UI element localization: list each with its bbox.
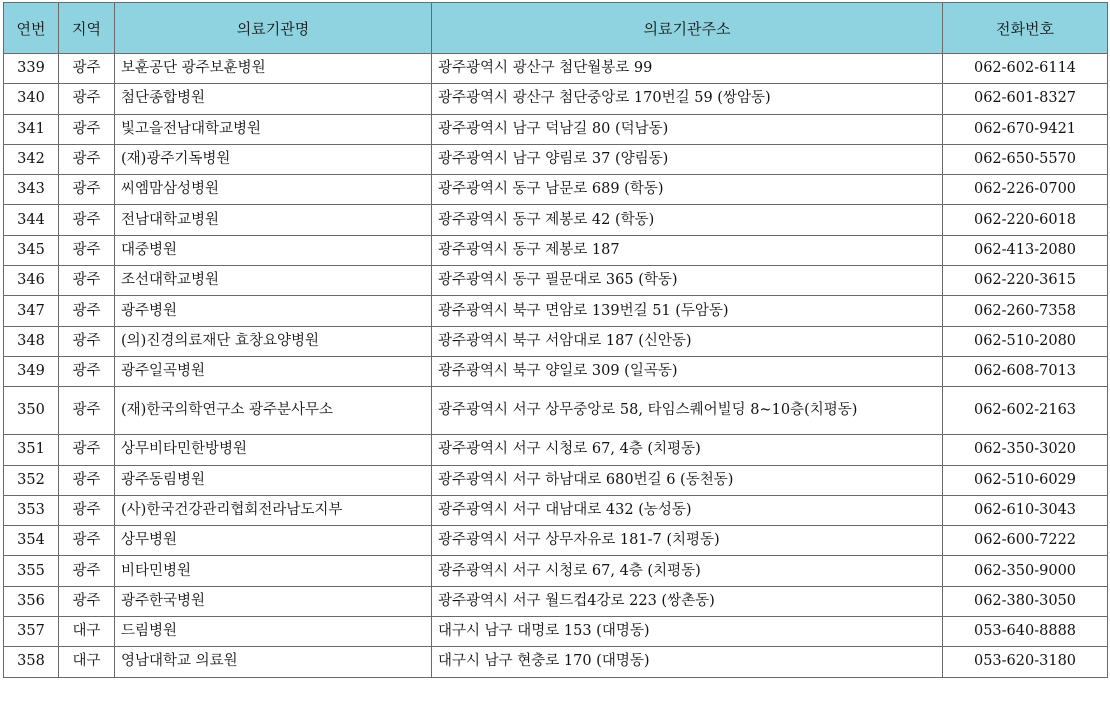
cell-no: 356 [4, 586, 59, 616]
cell-address: 광주광역시 남구 덕남길 80 (덕남동) [432, 114, 943, 144]
cell-region: 광주 [59, 266, 115, 296]
cell-name: 광주병원 [115, 296, 432, 326]
cell-address: 광주광역시 동구 제봉로 187 [432, 235, 943, 265]
cell-no: 350 [4, 387, 59, 435]
cell-no: 349 [4, 356, 59, 386]
table-row [4, 175, 1108, 205]
cell-region: 광주 [59, 235, 115, 265]
table-row [4, 144, 1108, 174]
cell-region: 광주 [59, 175, 115, 205]
cell-name: 빛고을전남대학교병원 [115, 114, 432, 144]
cell-phone: 062-608-7013 [943, 356, 1108, 386]
cell-name: 비타민병원 [115, 556, 432, 586]
cell-no: 341 [4, 114, 59, 144]
cell-no: 358 [4, 647, 59, 677]
cell-address: 광주광역시 서구 상무자유로 181-7 (치평동) [432, 526, 943, 556]
cell-name: 드림병원 [115, 617, 432, 647]
cell-phone: 062-600-7222 [943, 526, 1108, 556]
cell-phone: 062-220-6018 [943, 205, 1108, 235]
table-row [4, 54, 1108, 84]
cell-region: 광주 [59, 387, 115, 435]
cell-address: 광주광역시 서구 상무중앙로 58, 타임스퀘어빌딩 8~10층(치평동) [432, 387, 943, 435]
cell-name: 첨단종합병원 [115, 84, 432, 114]
cell-address: 광주광역시 광산구 첨단중앙로 170번길 59 (쌍암동) [432, 84, 943, 114]
cell-phone: 062-350-3020 [943, 435, 1108, 465]
table-row [4, 235, 1108, 265]
cell-address: 광주광역시 서구 대남대로 432 (농성동) [432, 495, 943, 525]
cell-no: 348 [4, 326, 59, 356]
table-row [4, 495, 1108, 525]
hospital-table-container [3, 2, 1108, 678]
cell-phone: 062-601-8327 [943, 84, 1108, 114]
table-row [4, 387, 1108, 435]
cell-region: 광주 [59, 54, 115, 84]
cell-phone: 062-670-9421 [943, 114, 1108, 144]
cell-no: 345 [4, 235, 59, 265]
cell-name: 상무병원 [115, 526, 432, 556]
cell-phone: 053-620-3180 [943, 647, 1108, 677]
cell-address: 광주광역시 서구 하남대로 680번길 6 (동천동) [432, 465, 943, 495]
cell-phone: 062-602-6114 [943, 54, 1108, 84]
table-row [4, 356, 1108, 386]
table-row [4, 114, 1108, 144]
table-row [4, 526, 1108, 556]
cell-address: 광주광역시 동구 남문로 689 (학동) [432, 175, 943, 205]
cell-phone: 062-413-2080 [943, 235, 1108, 265]
cell-name: 보훈공단 광주보훈병원 [115, 54, 432, 84]
cell-name: 전남대학교병원 [115, 205, 432, 235]
cell-region: 광주 [59, 296, 115, 326]
cell-phone: 062-510-6029 [943, 465, 1108, 495]
cell-address: 광주광역시 북구 면암로 139번길 51 (두암동) [432, 296, 943, 326]
cell-name: 대중병원 [115, 235, 432, 265]
cell-address: 대구시 남구 대명로 153 (대명동) [432, 617, 943, 647]
table-row [4, 586, 1108, 616]
cell-region: 광주 [59, 526, 115, 556]
cell-name: 상무비타민한방병원 [115, 435, 432, 465]
cell-no: 352 [4, 465, 59, 495]
table-row [4, 296, 1108, 326]
table-row [4, 647, 1108, 677]
table-row [4, 617, 1108, 647]
cell-name: (재)한국의학연구소 광주분사무소 [115, 387, 432, 435]
cell-region: 광주 [59, 495, 115, 525]
table-row [4, 465, 1108, 495]
header-address: 의료기관주소 [432, 3, 943, 54]
cell-no: 355 [4, 556, 59, 586]
cell-address: 광주광역시 서구 월드컵4강로 223 (쌍촌동) [432, 586, 943, 616]
cell-region: 대구 [59, 617, 115, 647]
cell-no: 346 [4, 266, 59, 296]
cell-region: 광주 [59, 356, 115, 386]
cell-address: 광주광역시 북구 서암대로 187 (신안동) [432, 326, 943, 356]
header-phone: 전화번호 [943, 3, 1108, 54]
cell-region: 대구 [59, 647, 115, 677]
cell-address: 광주광역시 서구 시청로 67, 4층 (치평동) [432, 435, 943, 465]
cell-no: 347 [4, 296, 59, 326]
cell-no: 357 [4, 617, 59, 647]
cell-no: 339 [4, 54, 59, 84]
cell-region: 광주 [59, 586, 115, 616]
hospital-table [3, 2, 1108, 678]
cell-address: 광주광역시 동구 필문대로 365 (학동) [432, 266, 943, 296]
cell-no: 354 [4, 526, 59, 556]
cell-name: (사)한국건강관리협회전라남도지부 [115, 495, 432, 525]
cell-address: 대구시 남구 현충로 170 (대명동) [432, 647, 943, 677]
cell-phone: 062-510-2080 [943, 326, 1108, 356]
header-no: 연번 [4, 3, 59, 54]
cell-name: 씨엠맘삼성병원 [115, 175, 432, 205]
cell-region: 광주 [59, 556, 115, 586]
cell-address: 광주광역시 남구 양림로 37 (양림동) [432, 144, 943, 174]
table-row [4, 84, 1108, 114]
cell-no: 343 [4, 175, 59, 205]
cell-region: 광주 [59, 465, 115, 495]
table-body [4, 54, 1108, 678]
cell-region: 광주 [59, 326, 115, 356]
cell-name: (의)진경의료재단 효창요양병원 [115, 326, 432, 356]
cell-phone: 062-610-3043 [943, 495, 1108, 525]
cell-no: 340 [4, 84, 59, 114]
table-row [4, 435, 1108, 465]
cell-name: (재)광주기독병원 [115, 144, 432, 174]
cell-region: 광주 [59, 84, 115, 114]
cell-phone: 062-380-3050 [943, 586, 1108, 616]
table-header-row [4, 3, 1108, 54]
cell-phone: 053-640-8888 [943, 617, 1108, 647]
cell-name: 광주동림병원 [115, 465, 432, 495]
cell-phone: 062-220-3615 [943, 266, 1108, 296]
cell-phone: 062-226-0700 [943, 175, 1108, 205]
cell-address: 광주광역시 동구 제봉로 42 (학동) [432, 205, 943, 235]
cell-no: 353 [4, 495, 59, 525]
cell-name: 영남대학교 의료원 [115, 647, 432, 677]
table-row [4, 266, 1108, 296]
cell-region: 광주 [59, 114, 115, 144]
cell-region: 광주 [59, 435, 115, 465]
cell-region: 광주 [59, 205, 115, 235]
cell-region: 광주 [59, 144, 115, 174]
cell-address: 광주광역시 서구 시청로 67, 4층 (치평동) [432, 556, 943, 586]
cell-phone: 062-260-7358 [943, 296, 1108, 326]
cell-name: 광주일곡병원 [115, 356, 432, 386]
table-row [4, 205, 1108, 235]
cell-phone: 062-602-2163 [943, 387, 1108, 435]
table-row [4, 326, 1108, 356]
table-row [4, 556, 1108, 586]
cell-name: 조선대학교병원 [115, 266, 432, 296]
cell-address: 광주광역시 북구 양일로 309 (일곡동) [432, 356, 943, 386]
cell-name: 광주한국병원 [115, 586, 432, 616]
header-region: 지역 [59, 3, 115, 54]
cell-phone: 062-350-9000 [943, 556, 1108, 586]
cell-no: 342 [4, 144, 59, 174]
header-name: 의료기관명 [115, 3, 432, 54]
cell-no: 344 [4, 205, 59, 235]
cell-phone: 062-650-5570 [943, 144, 1108, 174]
cell-no: 351 [4, 435, 59, 465]
cell-address: 광주광역시 광산구 첨단월봉로 99 [432, 54, 943, 84]
